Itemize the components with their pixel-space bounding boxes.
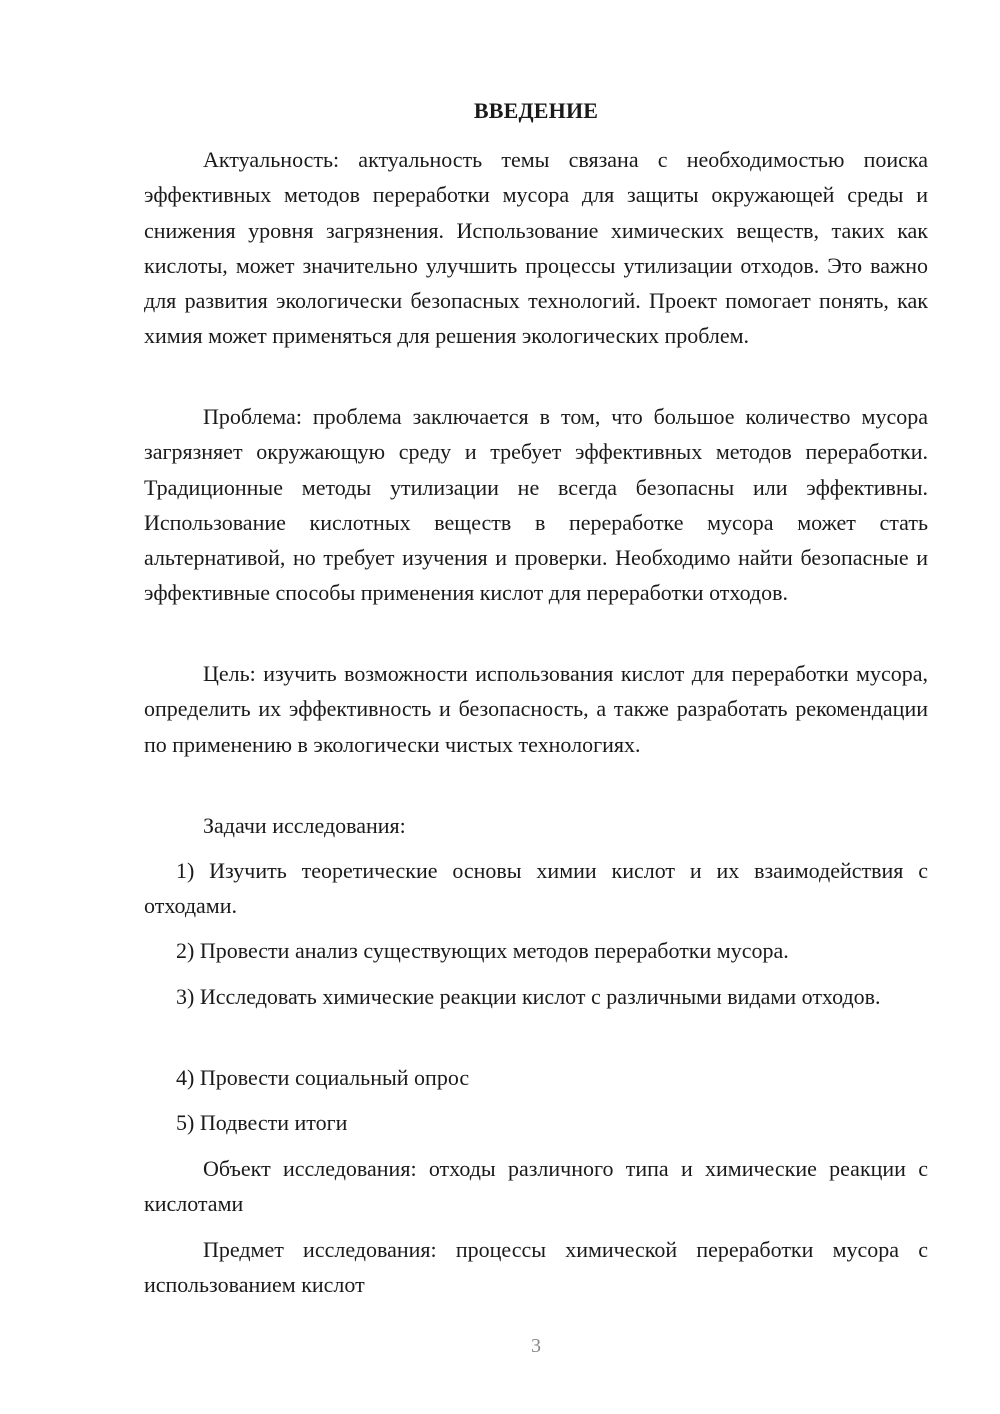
page-title: ВВЕДЕНИЕ — [473, 98, 599, 123]
tasks-heading: Задачи исследования: — [203, 813, 406, 838]
relevance-paragraph: Актуальность: актуальность темы связана с необходимостью поиска эффективных методов переработки мусора для защиты окружающей среды и снижения уровня загрязнения. Использование химических веществ, таких как кислоты, может значительно улучшить процессы утилизации отходов. Это важно для развития экологически безопасных технологий. Проект помогает понять, как химия может применяться для решения экологических проблем. — [144, 147, 928, 349]
page-number: 3 — [531, 1335, 541, 1357]
task-item-1: 1) Изучить теоретические основы химии кислот и их взаимодействия с отходами. — [144, 858, 928, 919]
goal-paragraph: Цель: изучить возможности использования кислот для переработки мусора, определить их эффективность и безопасность, а также разработать рекомендации по применению в экологически чистых технологиях. — [144, 661, 928, 757]
task-item-2: 2) Провести анализ существующих методов переработки мусора. — [176, 938, 789, 963]
subject-paragraph: Предмет исследования: процессы химической переработки мусора с использованием кислот — [144, 1237, 928, 1298]
task-item-5: 5) Подвести итоги — [176, 1110, 348, 1135]
problem-paragraph: Проблема: проблема заключается в том, что большое количество мусора загрязняет окружающую среду и требует эффективных методов переработки. Традиционные методы утилизации не всегда безопасны или эффективны. Использование кислотных веществ в переработке мусора может стать альтернативой, но требует изучения и проверки. Необходимо найти безопасные и эффективные способы применения кислот для переработки отходов. — [144, 404, 928, 606]
task-item-3: 3) Исследовать химические реакции кислот с различными видами отходов. — [176, 984, 881, 1009]
object-paragraph: Объект исследования: отходы различного типа и химические реакции с кислотами — [144, 1156, 928, 1217]
task-item-4: 4) Провести социальный опрос — [176, 1065, 470, 1090]
